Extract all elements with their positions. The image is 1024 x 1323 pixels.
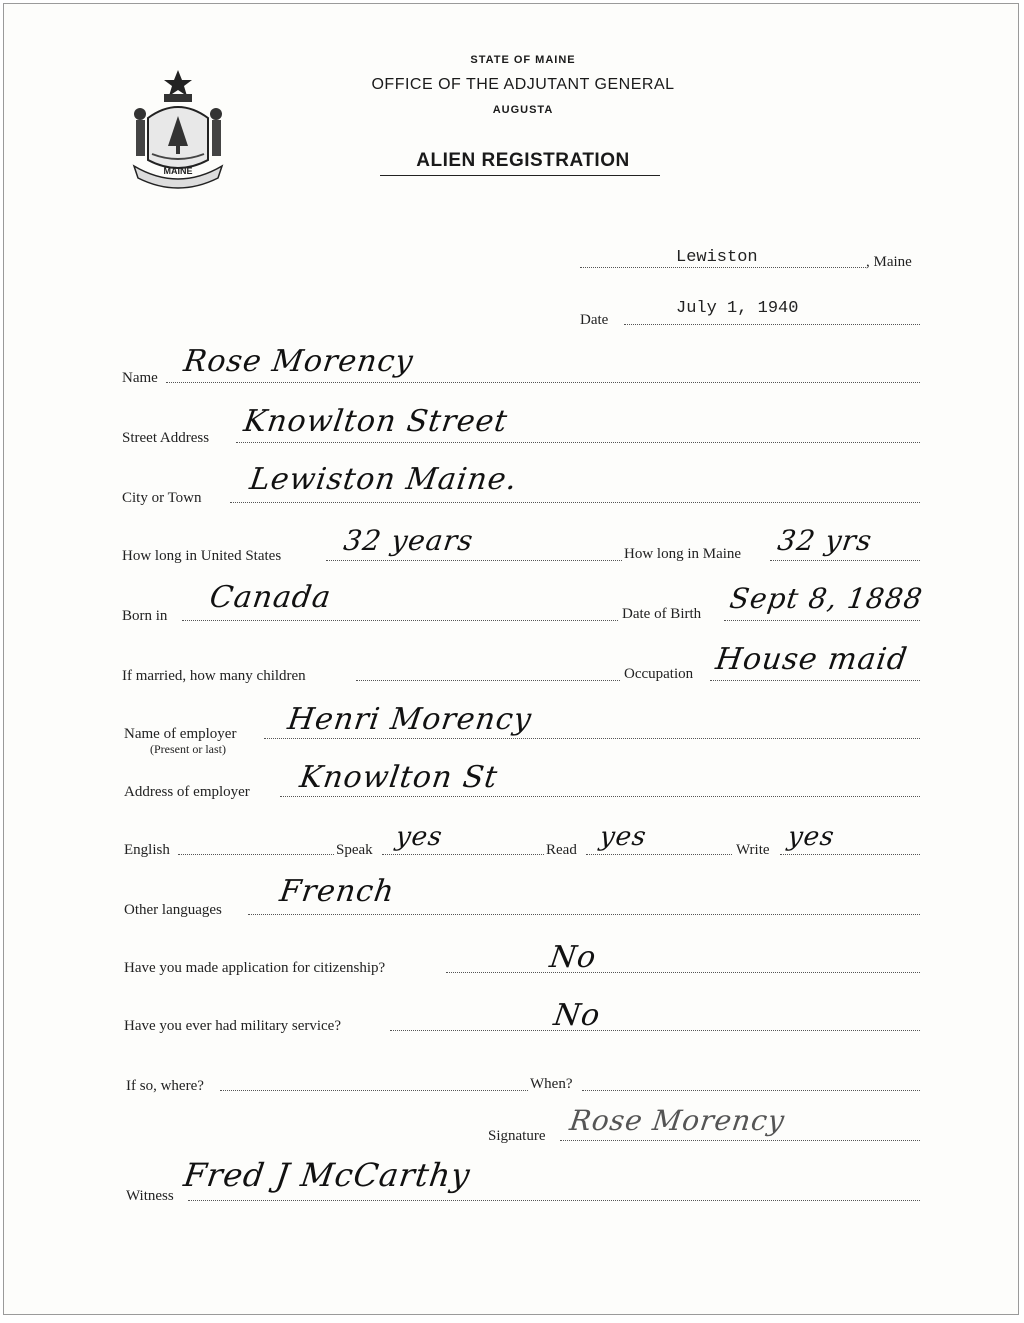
speak-value: yes: [393, 822, 445, 852]
other-languages-line: [248, 914, 920, 915]
street-address-label: Street Address: [122, 430, 210, 446]
occupation-value: House maid: [713, 642, 910, 677]
write-label: Write: [736, 842, 770, 858]
born-in-value: Canada: [207, 580, 334, 615]
employer-name-line: [264, 738, 920, 739]
seal-banner-text: MAINE: [163, 166, 193, 176]
how-long-us-value: 32 years: [341, 524, 476, 557]
witness-label: Witness: [126, 1188, 174, 1204]
date-value: July 1, 1940: [676, 299, 799, 318]
city-label: City or Town: [122, 490, 202, 506]
children-line: [356, 680, 620, 681]
military-line: [390, 1030, 920, 1031]
how-long-us-line: [326, 560, 622, 561]
header-state: STATE OF MAINE: [470, 54, 576, 66]
city-line: [230, 502, 920, 503]
employer-address-label: Address of employer: [124, 784, 250, 800]
military-value: No: [551, 998, 603, 1033]
when-label: When?: [530, 1076, 573, 1092]
employer-address-line: [280, 796, 920, 797]
street-address-line: [236, 442, 920, 443]
other-languages-value: French: [277, 874, 397, 909]
employer-name-sublabel: (Present or last): [150, 742, 226, 756]
date-label: Date: [580, 312, 609, 328]
signature-line: [560, 1140, 920, 1141]
read-value: yes: [597, 822, 649, 852]
other-languages-label: Other languages: [124, 902, 222, 918]
date-of-birth-label: Date of Birth: [622, 606, 702, 622]
employer-name-label: Name of employer: [124, 726, 237, 742]
citizenship-label: Have you made application for citizenship?: [124, 960, 386, 976]
citizenship-line: [446, 972, 920, 973]
registration-form: [3, 3, 1019, 1315]
where-line: [220, 1090, 528, 1091]
speak-label: Speak: [336, 842, 373, 858]
location-suffix: , Maine: [866, 254, 912, 270]
street-address-value: Knowlton Street: [241, 404, 511, 439]
signature-value: Rose Morency: [567, 1104, 788, 1137]
born-in-line: [182, 620, 618, 621]
title-underline: [380, 175, 660, 176]
read-line: [586, 854, 732, 855]
location-line: [580, 267, 866, 268]
write-value: yes: [785, 822, 837, 852]
date-of-birth-value: Sept 8, 1888: [727, 582, 926, 615]
english-label: English: [124, 842, 170, 858]
date-line: [624, 324, 920, 325]
witness-value: Fred J McCarthy: [181, 1156, 473, 1194]
read-label: Read: [546, 842, 577, 858]
name-value: Rose Morency: [181, 344, 416, 379]
form-title: ALIEN REGISTRATION: [416, 150, 630, 171]
witness-line: [188, 1200, 920, 1201]
header-office: OFFICE OF THE ADJUTANT GENERAL: [371, 76, 675, 93]
name-label: Name: [122, 370, 158, 386]
header-city: AUGUSTA: [492, 104, 554, 116]
city-value: Lewiston Maine.: [247, 462, 520, 497]
how-long-maine-label: How long in Maine: [624, 546, 742, 562]
occupation-line: [710, 680, 920, 681]
signature-label: Signature: [488, 1128, 546, 1144]
children-label: If married, how many children: [122, 668, 306, 684]
employer-name-value: Henri Morency: [285, 702, 535, 737]
military-label: Have you ever had military service?: [124, 1018, 341, 1034]
born-in-label: Born in: [122, 608, 168, 624]
when-line: [582, 1090, 920, 1091]
location-value: Lewiston: [676, 248, 758, 267]
write-line: [780, 854, 920, 855]
english-line: [178, 854, 334, 855]
citizenship-value: No: [547, 940, 599, 975]
employer-address-value: Knowlton St: [297, 760, 501, 795]
date-of-birth-line: [724, 620, 920, 621]
how-long-maine-line: [770, 560, 920, 561]
how-long-maine-value: 32 yrs: [775, 524, 875, 557]
speak-line: [382, 854, 544, 855]
occupation-label: Occupation: [624, 666, 694, 682]
where-label: If so, where?: [126, 1078, 204, 1094]
how-long-us-label: How long in United States: [122, 548, 282, 564]
name-line: [166, 382, 920, 383]
